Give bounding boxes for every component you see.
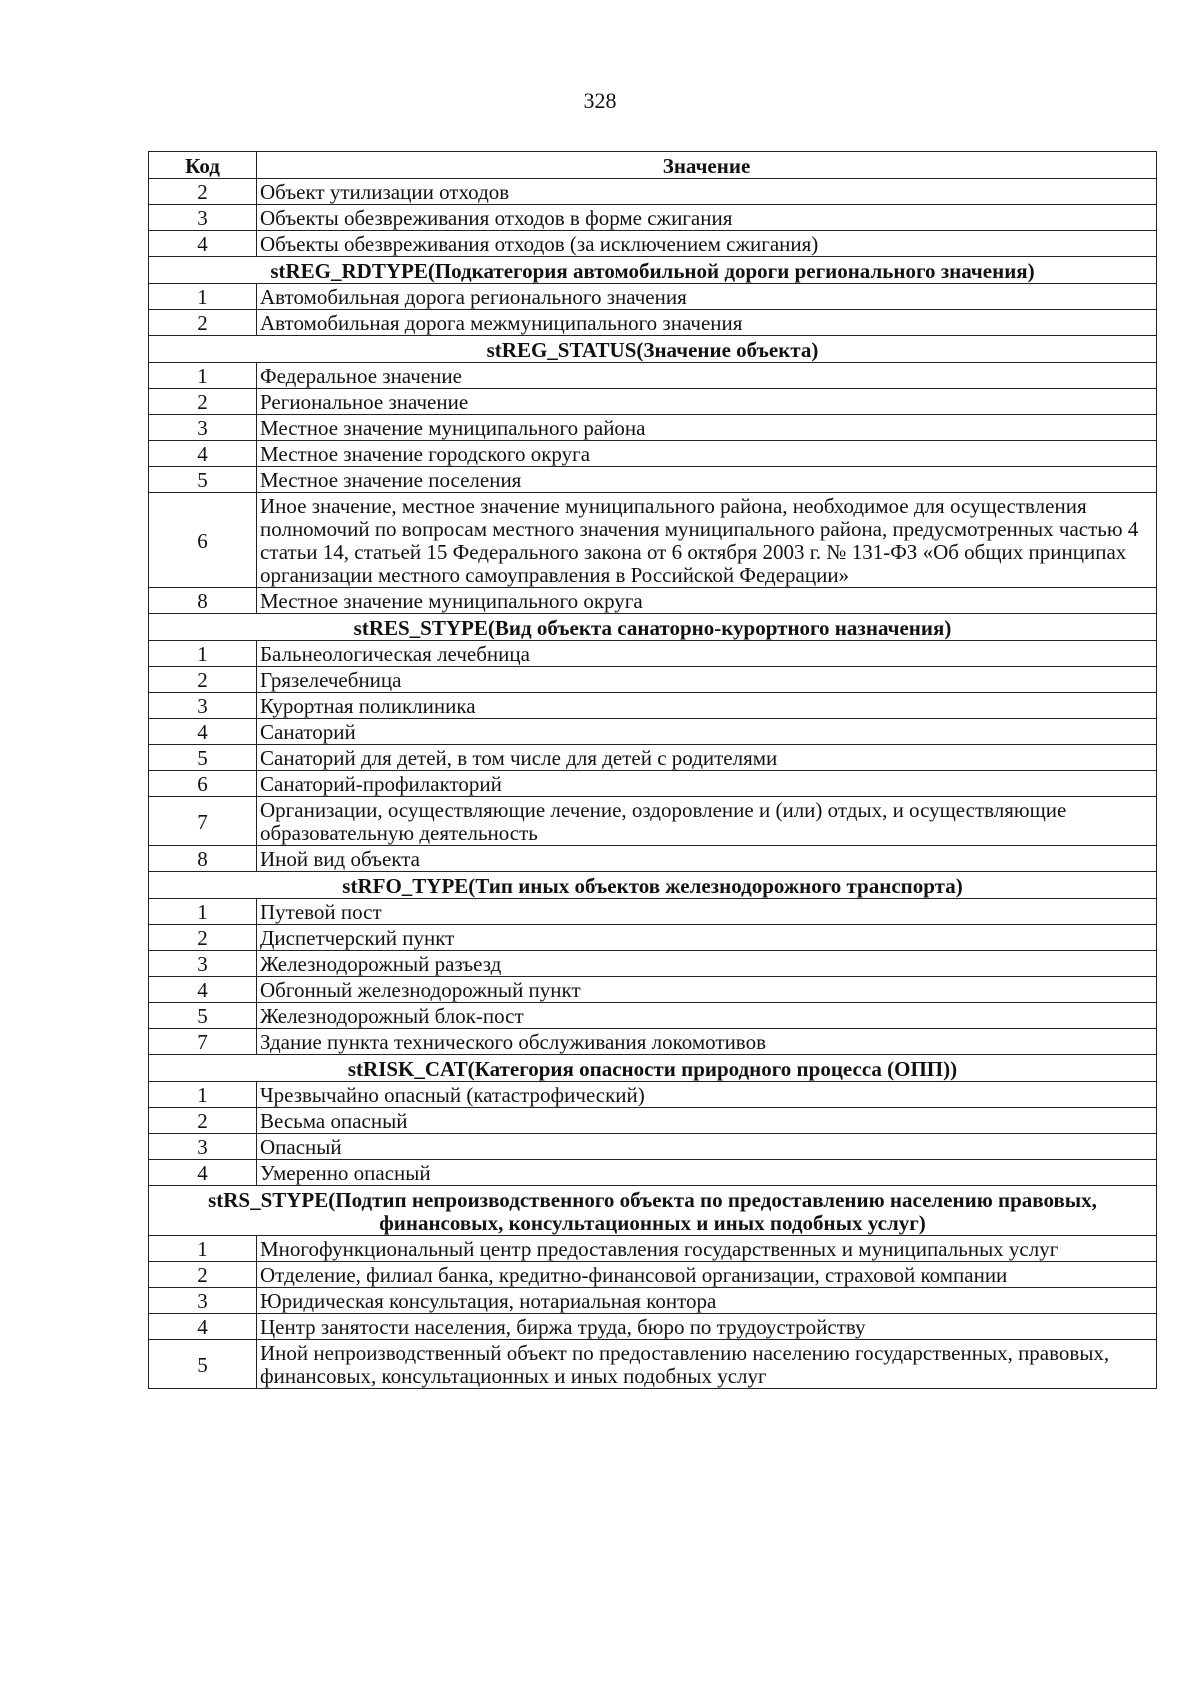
value-cell: Автомобильная дорога регионального значения	[257, 284, 1157, 310]
value-cell: Железнодорожный блок-пост	[257, 1003, 1157, 1029]
section-title: stREG_STATUS(Значение объекта)	[149, 336, 1157, 363]
value-cell: Организации, осуществляющие лечение, оздоровление и (или) отдых, и осуществляющие образовательную деятельность	[257, 797, 1157, 846]
table-row	[149, 771, 1157, 797]
value-cell: Федеральное значение	[257, 363, 1157, 389]
code-cell: 8	[149, 588, 257, 614]
table-row	[149, 1262, 1157, 1288]
table-row	[149, 899, 1157, 925]
code-cell: 2	[149, 389, 257, 415]
value-cell: Санаторий для детей, в том числе для детей с родителями	[257, 745, 1157, 771]
section-title: stREG_RDTYPE(Подкатегория автомобильной дороги регионального значения)	[149, 257, 1157, 284]
code-cell: 3	[149, 415, 257, 441]
code-cell: 3	[149, 1288, 257, 1314]
code-cell: 4	[149, 1160, 257, 1186]
value-cell: Здание пункта технического обслуживания локомотивов	[257, 1029, 1157, 1055]
code-cell: 1	[149, 1236, 257, 1262]
code-cell: 2	[149, 310, 257, 336]
table-row	[149, 588, 1157, 614]
value-cell: Санаторий-профилакторий	[257, 771, 1157, 797]
value-cell: Отделение, филиал банка, кредитно-финансовой организации, страховой компании	[257, 1262, 1157, 1288]
table-row	[149, 1003, 1157, 1029]
code-cell: 5	[149, 1003, 257, 1029]
value-cell: Иное значение, местное значение муниципального района, необходимое для осуществления полномочий по вопросам местного значения муниципального района, предусмотренных частью 4 статьи 14, статьей 15 Федерального закона от 6 октября 2003 г. № 131-ФЗ «Об общих принципах организации местного самоуправления в Российской Федерации»	[257, 493, 1157, 588]
value-cell: Местное значение муниципального района	[257, 415, 1157, 441]
table-row	[149, 1314, 1157, 1340]
table-row	[149, 493, 1157, 588]
table-row	[149, 467, 1157, 493]
code-cell: 8	[149, 846, 257, 872]
code-cell: 1	[149, 641, 257, 667]
value-cell: Иной вид объекта	[257, 846, 1157, 872]
table-header-row	[149, 152, 1157, 179]
code-cell: 3	[149, 1134, 257, 1160]
value-cell: Автомобильная дорога межмуниципального значения	[257, 310, 1157, 336]
table-row	[149, 797, 1157, 846]
value-cell: Бальнеологическая лечебница	[257, 641, 1157, 667]
section-title: stRFO_TYPE(Тип иных объектов железнодорожного транспорта)	[149, 872, 1157, 899]
code-cell: 1	[149, 284, 257, 310]
code-cell: 3	[149, 693, 257, 719]
code-cell: 2	[149, 667, 257, 693]
table-row	[149, 205, 1157, 231]
table-body	[149, 179, 1157, 1389]
table-row	[149, 1134, 1157, 1160]
value-cell: Иной непроизводственный объект по предоставлению населению государственных, правовых, финансовых, консультационных и иных подобных услуг	[257, 1340, 1157, 1389]
value-cell: Железнодорожный разъезд	[257, 951, 1157, 977]
code-cell: 5	[149, 467, 257, 493]
table-row	[149, 284, 1157, 310]
table-row	[149, 231, 1157, 257]
code-cell: 1	[149, 899, 257, 925]
code-cell: 2	[149, 1262, 257, 1288]
code-cell: 1	[149, 1082, 257, 1108]
value-cell: Объект утилизации отходов	[257, 179, 1157, 205]
section-title: stRES_STYPE(Вид объекта санаторно-курортного назначения)	[149, 614, 1157, 641]
section-header-row	[149, 1055, 1157, 1082]
section-header-row	[149, 257, 1157, 284]
value-column-header: Значение	[257, 152, 1157, 179]
table-row	[149, 925, 1157, 951]
value-cell: Опасный	[257, 1134, 1157, 1160]
value-cell: Чрезвычайно опасный (катастрофический)	[257, 1082, 1157, 1108]
section-title: stRS_STYPE(Подтип непроизводственного объекта по предоставлению населению правовых, финансовых, консультационных и иных подобных услуг)	[149, 1186, 1157, 1236]
section-title: stRISK_CAT(Категория опасности природного процесса (ОПП))	[149, 1055, 1157, 1082]
table-row	[149, 1108, 1157, 1134]
value-cell: Местное значение муниципального округа	[257, 588, 1157, 614]
table-row	[149, 641, 1157, 667]
section-header-row	[149, 1186, 1157, 1236]
value-cell: Санаторий	[257, 719, 1157, 745]
code-cell: 5	[149, 1340, 257, 1389]
table-row	[149, 719, 1157, 745]
table-row	[149, 667, 1157, 693]
code-cell: 2	[149, 1108, 257, 1134]
code-cell: 6	[149, 493, 257, 588]
code-cell: 3	[149, 951, 257, 977]
table-row	[149, 415, 1157, 441]
table-row	[149, 693, 1157, 719]
value-cell: Грязелечебница	[257, 667, 1157, 693]
value-cell: Региональное значение	[257, 389, 1157, 415]
value-cell: Весьма опасный	[257, 1108, 1157, 1134]
section-header-row	[149, 614, 1157, 641]
page-number: 328	[583, 88, 617, 113]
code-column-header: Код	[149, 152, 257, 179]
table-row	[149, 363, 1157, 389]
value-cell: Объекты обезвреживания отходов (за исключением сжигания)	[257, 231, 1157, 257]
value-cell: Диспетчерский пункт	[257, 925, 1157, 951]
table-row	[149, 1340, 1157, 1389]
code-cell: 4	[149, 977, 257, 1003]
value-cell: Обгонный железнодорожный пункт	[257, 977, 1157, 1003]
value-cell: Умеренно опасный	[257, 1160, 1157, 1186]
value-cell: Центр занятости населения, биржа труда, бюро по трудоустройству	[257, 1314, 1157, 1340]
code-cell: 4	[149, 231, 257, 257]
code-cell: 4	[149, 441, 257, 467]
value-cell: Местное значение поселения	[257, 467, 1157, 493]
table-row	[149, 846, 1157, 872]
table-row	[149, 1160, 1157, 1186]
code-cell: 2	[149, 179, 257, 205]
code-cell: 5	[149, 745, 257, 771]
value-cell: Курортная поликлиника	[257, 693, 1157, 719]
table-row	[149, 745, 1157, 771]
section-header-row	[149, 872, 1157, 899]
code-value-table	[148, 151, 1157, 1389]
code-cell: 1	[149, 363, 257, 389]
code-cell: 3	[149, 205, 257, 231]
table-row	[149, 1236, 1157, 1262]
table-row	[149, 179, 1157, 205]
code-cell: 7	[149, 1029, 257, 1055]
section-header-row	[149, 336, 1157, 363]
code-cell: 4	[149, 1314, 257, 1340]
table-row	[149, 441, 1157, 467]
code-cell: 7	[149, 797, 257, 846]
value-cell: Путевой пост	[257, 899, 1157, 925]
table-row	[149, 977, 1157, 1003]
value-cell: Объекты обезвреживания отходов в форме сжигания	[257, 205, 1157, 231]
table-row	[149, 1029, 1157, 1055]
table-row	[149, 951, 1157, 977]
code-cell: 4	[149, 719, 257, 745]
value-cell: Юридическая консультация, нотариальная контора	[257, 1288, 1157, 1314]
code-cell: 2	[149, 925, 257, 951]
table-row	[149, 1288, 1157, 1314]
table-row	[149, 1082, 1157, 1108]
table-row	[149, 310, 1157, 336]
code-cell: 6	[149, 771, 257, 797]
table-row	[149, 389, 1157, 415]
value-cell: Местное значение городского округа	[257, 441, 1157, 467]
value-cell: Многофункциональный центр предоставления государственных и муниципальных услуг	[257, 1236, 1157, 1262]
